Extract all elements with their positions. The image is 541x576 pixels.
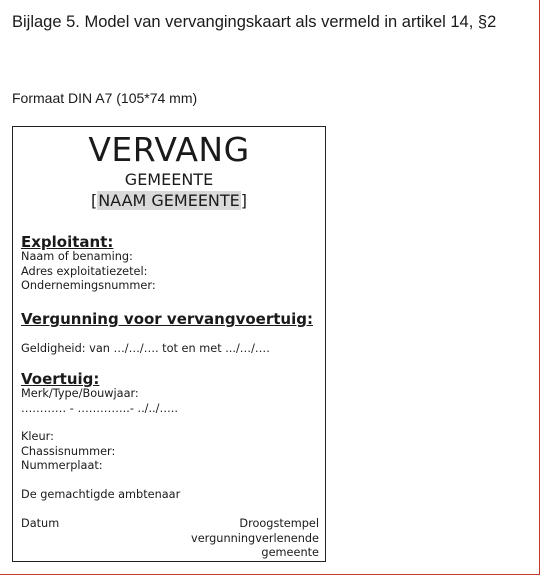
municipality-name xyxy=(13,190,325,212)
field-nummerplaat: Nummerplaat: xyxy=(21,459,103,472)
stempel-line-2: vergunningverlenende xyxy=(191,531,319,545)
vergunning-heading: Vergunning voor vervangvoertuig: xyxy=(21,310,313,328)
card-subtitle: GEMEENTE xyxy=(124,170,214,189)
field-merk-values: ………… - …………..- ../../….. xyxy=(21,402,178,415)
datum-label: Datum xyxy=(21,517,60,530)
field-geldigheid: Geldigheid: van …/…/…. tot en met .../…/…. xyxy=(21,342,270,355)
bracket-open: [ xyxy=(90,191,98,210)
ambtenaar-label: De gemachtigde ambtenaar xyxy=(21,488,181,501)
stempel-line-3: gemeente xyxy=(261,546,319,559)
field-naam: Naam of benaming: xyxy=(21,250,133,263)
exploitant-heading: Exploitant: xyxy=(21,233,114,251)
format-note: Formaat DIN A7 (105*74 mm) xyxy=(12,90,198,106)
annex-heading: Bijlage 5. Model van vervangingskaart als vermeld in artikel 14, §2 xyxy=(12,13,497,31)
voertuig-heading: Voertuig: xyxy=(21,370,100,388)
municipality-placeholder: NAAM GEMEENTE xyxy=(98,191,240,210)
stempel-line-1: Droogstempel xyxy=(239,517,319,530)
field-merk: Merk/Type/Bouwjaar: xyxy=(21,387,139,400)
replacement-card xyxy=(12,126,326,562)
card-title: VERVANG xyxy=(88,130,250,169)
field-ondernemingsnummer: Ondernemingsnummer: xyxy=(21,279,156,292)
field-adres: Adres exploitatiezetel: xyxy=(21,264,148,278)
field-kleur: Kleur: xyxy=(21,430,54,443)
field-chassisnummer: Chassisnummer: xyxy=(21,444,116,458)
bracket-close: ] xyxy=(240,191,248,210)
